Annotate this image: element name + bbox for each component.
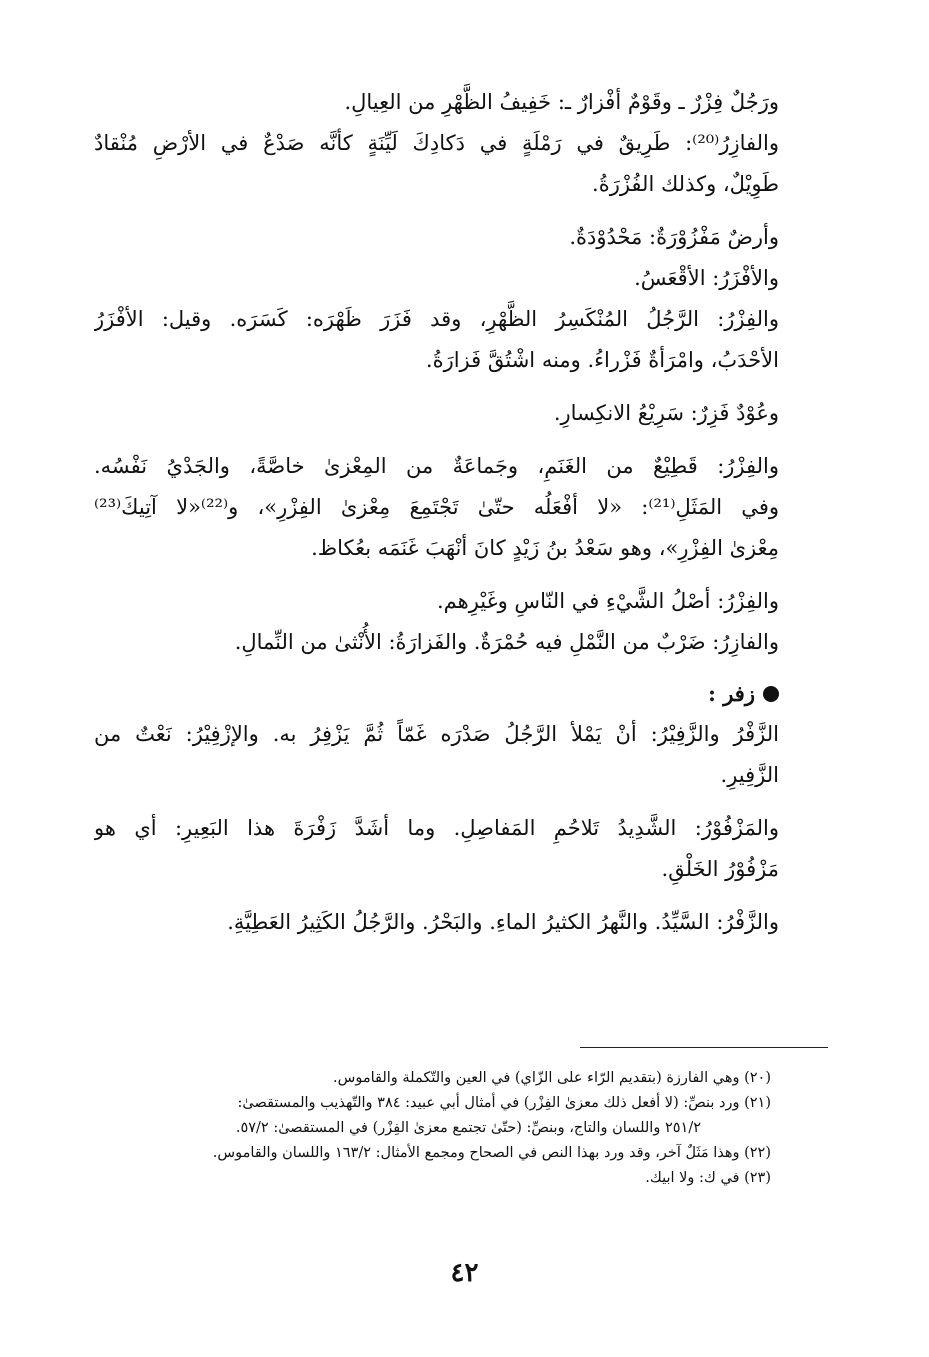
text-line: الزَّفِيرِ. bbox=[720, 763, 779, 787]
text-line: ورَجُلٌ فِزْرٌ ـ وقَوْمٌ أفْزارٌ ـ: خَفِيفُ الظَّهْرِ من العِيالِ. bbox=[344, 90, 779, 114]
text-line: وعُوْدٌ فَزِرٌ: سَرِيْعُ الانكِسارِ. bbox=[553, 401, 779, 425]
text-line: والزَّفْرُ: السَّيِّدُ. والنَّهرُ الكثيرُ الماءِ. والبَحْرُ. والرَّجُلُ الكَثِيرُ العَطِيَّةِ. bbox=[227, 910, 779, 934]
text-line: وفي المَثَلِ⁽²¹⁾: «لا أفْعَلُه حتّىٰ تَجْتَمِعَ مِعْزىٰ الفِزْرِ»، و⁽²²⁾«لا آتِيكَ⁽²³⁾ bbox=[94, 495, 779, 519]
text-line: الأحْدَبُ، وامْرَأةٌ فَزْراءُ. ومنه اشْتُقَّ فَزارَةُ. bbox=[425, 348, 779, 372]
text-line: الزَّفْرُ والزَّفِيْرُ: أنْ يَمْلأ الرَّجُلُ صَدْرَه غَمّاً ثُمَّ يَزْفِرُ به. والإزْفِيْرُ: نَعْتٌ من bbox=[94, 722, 779, 746]
bullet-icon bbox=[763, 686, 779, 702]
text-line: والأفْزَرُ: الأقْعَسُ. bbox=[634, 266, 779, 290]
text-line: مَزْفُوْرُ الخَلْقِ. bbox=[661, 857, 779, 881]
footnote: (٢١) ورد بنصِّ: (لا أفعل ذلك معزىٰ الفِزْر) في أمثال أبي عبيد: ٣٨٤ والتّهذيب والمستقصىٰ: bbox=[237, 1095, 771, 1111]
text-line: مِعْزىٰ الفِزْرِ»، وهو سَعْدُ بنُ زَيْدٍ كانَ أنْهَبَ غَنَمَه بعُكاظ. bbox=[311, 536, 779, 560]
footnote: (٢٢) وهذا مَثَلٌ آخر، وقد ورد بهذا النص في الصحاح ومجمع الأمثال: ١٦٣/٢ واللسان والقاموس. bbox=[212, 1145, 771, 1161]
footnote-divider bbox=[580, 1047, 828, 1048]
page-number: ٤٢ bbox=[450, 1258, 479, 1288]
text-line: والفِزْرُ: أصْلُ الشَّيْءِ في النّاسِ وغَيْرِهم. bbox=[436, 589, 779, 613]
footnote: (٢٣) في ك: ولا ابيك. bbox=[645, 1170, 771, 1186]
section-title: زفر : bbox=[708, 681, 755, 706]
main-text bbox=[94, 82, 779, 943]
text-line: والمَزْفُوْرُ: الشَّدِيدُ تَلاحُمِ المَفاصِلِ. وما أشَدَّ زَفْرَةَ هذا البَعِيرِ: أي هو bbox=[94, 816, 779, 840]
section-heading bbox=[94, 673, 779, 714]
footnotes bbox=[91, 1066, 771, 1191]
text-line: وأرضٌ مَفْزُوْرَةٌ: مَحْدُوْدَةٌ. bbox=[569, 225, 779, 249]
text-line: طَوِيْلٌ، وكذلك الفُزْرَةُ. bbox=[592, 172, 779, 196]
footnote: (٢٠) وهي الفارزة (بتقديم الرّاء على الزّاي) في العين والتّكملة والقاموس. bbox=[333, 1070, 771, 1086]
text-line: والفازِرُ: ضَرْبٌ من النَّمْلِ فيه حُمْرَةٌ. والفَزارَةُ: الأُنْثىٰ من النِّمالِ. bbox=[234, 630, 779, 654]
text-line: والفِزْرُ: قَطِيْعٌ من الغَنَمِ، وجَماعَةٌ من المِعْزىٰ خاصَّةً، والجَدْيُ نَفْسُه. bbox=[94, 454, 779, 478]
footnote-continuation: ٢٥١/٢ واللسان والتاج، وبنصِّ: (حتّىٰ تجتمع معزىٰ الفِزْر) في المستقصىٰ: ٥٧/٢. bbox=[235, 1120, 701, 1136]
text-line: والفازِرُ⁽²⁰⁾: طَرِيقٌ في رَمْلَةٍ في دَكادِكَ لَيِّنَةٍ كأنَّه صَدْعٌ في الأرْضِ مُنْقادٌ bbox=[94, 131, 779, 155]
text-line: والفِزْرُ: الرَّجُلُ المُنْكَسِرُ الظَّهْرِ، وقد فَزَرَ ظَهْرَه: كَسَرَه. وقيل: الأفْزَرُ bbox=[94, 307, 779, 331]
